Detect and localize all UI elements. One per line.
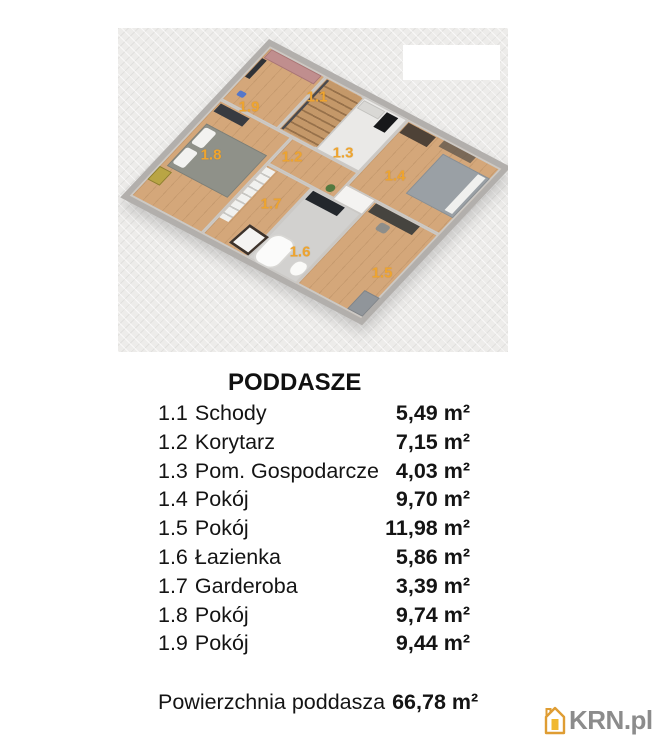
room-row [158, 603, 470, 632]
room-number-label: 1.5 [371, 264, 393, 282]
watermark-cover [403, 45, 500, 80]
room-row [158, 631, 470, 660]
room-name: 1.2 Korytarz [158, 429, 275, 454]
room-name: 1.6 Łazienka [158, 544, 281, 569]
section-title: PODDASZE [228, 369, 362, 396]
room-area: 5,86 m² [395, 544, 470, 569]
room-area: 5,49 m² [395, 401, 470, 425]
krn-watermark [543, 704, 653, 736]
room-area: 9,74 m² [395, 602, 470, 627]
room-number-label: 1.2 [281, 148, 303, 166]
room-name: 1.7 Garderoba [158, 573, 298, 598]
room-name: 1.4 Pokój [158, 487, 249, 512]
room-row [158, 545, 470, 574]
room-area: 9,70 m² [395, 487, 470, 512]
room-name: 1.3 Pom. Gospodarcze [158, 458, 379, 483]
room-row [158, 487, 470, 516]
krn-watermark-text: KRN.pl [569, 704, 653, 735]
room-number-label: 1.8 [200, 146, 222, 164]
room-area: 9,44 m² [395, 631, 470, 656]
room-number-label: 1.6 [289, 243, 311, 261]
room-row [158, 516, 470, 545]
room-name: 1.1 Schody [158, 401, 267, 425]
room-area: 11,98 m² [385, 516, 470, 541]
floorplan-3d-plan [120, 39, 508, 325]
total-area-value: 66,78 m² [392, 690, 479, 714]
room-area-list [158, 401, 470, 660]
house-icon [543, 704, 567, 736]
total-area-label: Powierzchnia poddasza [158, 690, 386, 714]
room-name: 1.5 Pokój [158, 516, 249, 541]
room-row [158, 430, 470, 459]
room-row [158, 459, 470, 488]
floorplan-image [118, 28, 508, 352]
room-number-label: 1.9 [238, 98, 260, 116]
room-number-label: 1.3 [332, 144, 354, 162]
room-area: 3,39 m² [395, 573, 470, 598]
room-number-label: 1.7 [260, 195, 282, 213]
total-area [158, 690, 478, 715]
room-number-label: 1.1 [306, 88, 328, 106]
room-area: 7,15 m² [395, 429, 470, 454]
room-number-label: 1.4 [384, 167, 406, 185]
room-name: 1.8 Pokój [158, 602, 249, 627]
room-name: 1.9 Pokój [158, 631, 249, 656]
room-row [158, 574, 470, 603]
room-row [158, 401, 470, 430]
room-area: 4,03 m² [395, 458, 470, 483]
